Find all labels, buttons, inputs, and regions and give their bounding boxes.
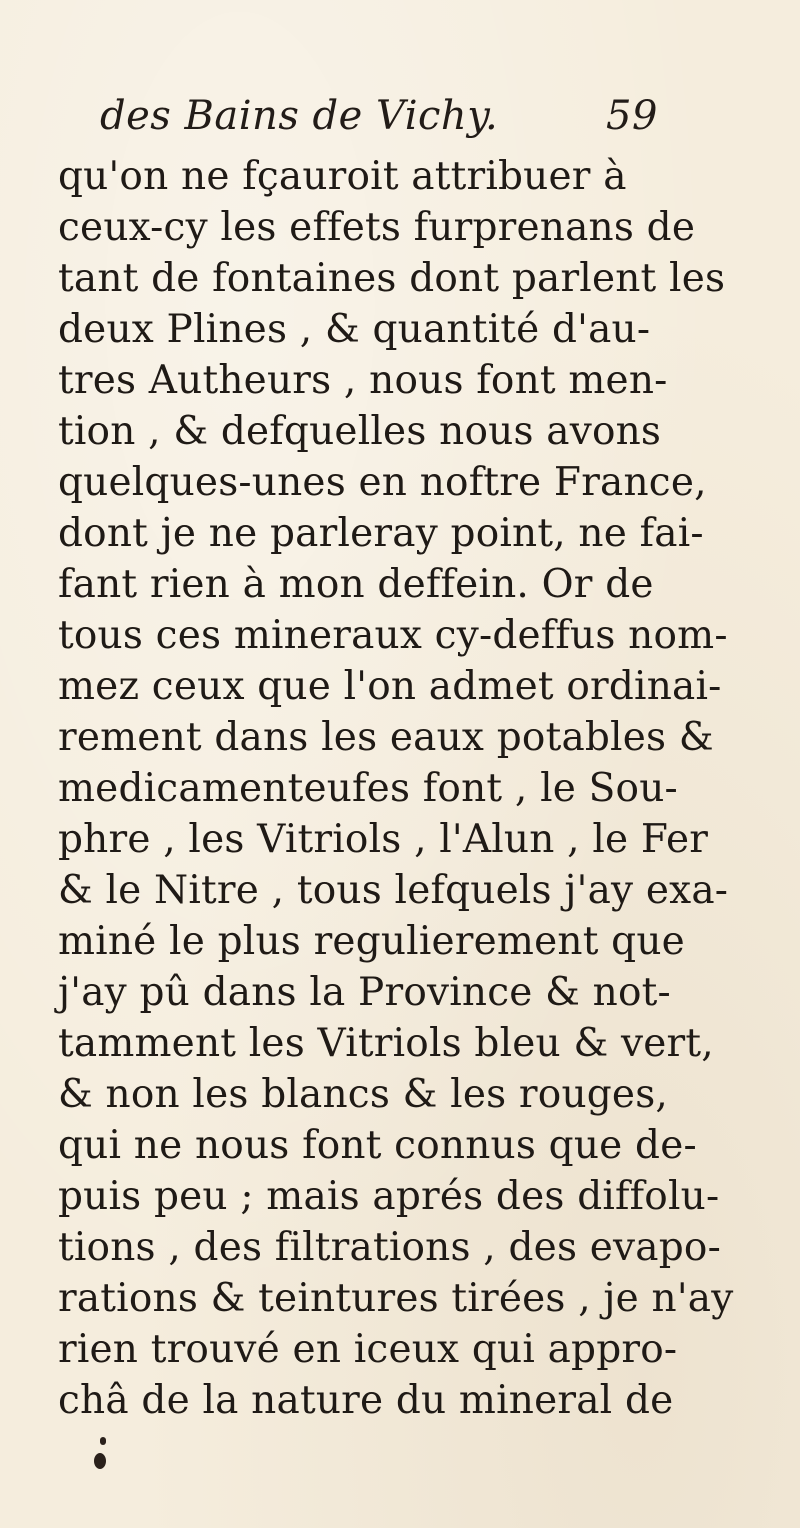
text-line: mez ceux que l'on admet ordinai- xyxy=(58,664,722,709)
text-line: & le Nitre , tous lefquels j'ay exa- xyxy=(58,868,729,913)
text-line: rement dans les eaux potables & xyxy=(58,715,714,760)
running-title: des Bains de Vichy. xyxy=(100,93,499,139)
text-line: châ de la nature du mineral de xyxy=(58,1378,674,1423)
text-line: tres Autheurs , nous font men- xyxy=(58,358,668,403)
text-line: tion , & defquelles nous avons xyxy=(58,409,662,454)
text-line: fant rien à mon deffein. Or de xyxy=(58,562,654,607)
page-header xyxy=(100,88,660,144)
text-line: dont je ne parleray point, ne fai- xyxy=(58,511,704,556)
text-line: phre , les Vitriols , l'Alun , le Fer xyxy=(58,817,709,862)
text-line: puis peu ; mais aprés des diffolu- xyxy=(58,1174,720,1219)
text-line: rien trouvé en iceux qui appro- xyxy=(58,1327,678,1372)
text-line: qui ne nous font connus que de- xyxy=(58,1123,697,1168)
ink-dot-icon xyxy=(94,1453,106,1469)
text-line: tant de fontaines dont parlent les xyxy=(58,256,726,301)
text-line: tous ces mineraux cy-deffus nom- xyxy=(58,613,728,658)
ink-speck-icon xyxy=(100,1437,106,1445)
text-line: quelques-unes en noftre France, xyxy=(58,460,707,505)
text-line: miné le plus regulierement que xyxy=(58,919,685,964)
page-number: 59 xyxy=(606,93,658,139)
text-line: tamment les Vitriols bleu & vert, xyxy=(58,1021,714,1066)
body-text xyxy=(58,151,794,1426)
text-line: j'ay pû dans la Province & not- xyxy=(58,970,671,1015)
text-line: deux Plines , & quantité d'au- xyxy=(58,307,651,352)
text-line: & non les blancs & les rouges, xyxy=(58,1072,669,1117)
text-line: qu'on ne fçauroit attribuer à xyxy=(58,154,627,199)
ink-mark-icon xyxy=(92,1445,108,1471)
text-line: tions , des filtrations , des evapo- xyxy=(58,1225,721,1270)
text-line: rations & teintures tirées , je n'ay xyxy=(58,1276,734,1321)
text-line: medicamenteufes font , le Sou- xyxy=(58,766,678,811)
text-line: ceux-cy les effets furprenans de xyxy=(58,205,696,250)
